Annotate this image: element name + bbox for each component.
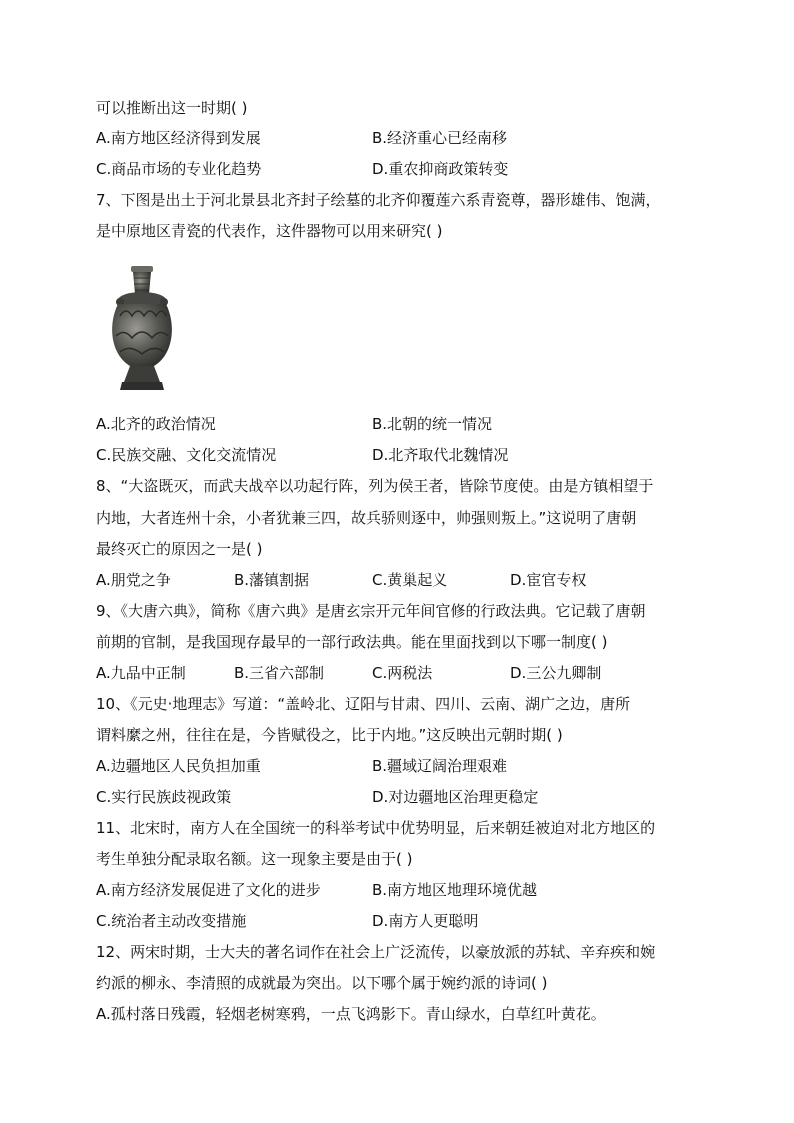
q11-option-c: C.统治者主动改变措施 xyxy=(96,912,247,930)
q11-stem-line-1: 11、北宋时，南方人在全国统一的科举考试中优势明显，后来朝廷被迫对北方地区的 xyxy=(96,819,656,837)
q10-stem-line-1: 10、《元史·地理志》写道：“盖岭北、辽阳与甘肃、四川、云南、湖广之边，唐所 xyxy=(96,695,631,713)
q7-option-a: A.北齐的政治情况 xyxy=(96,415,216,433)
q8-option-c: C.黄巢起义 xyxy=(372,571,448,589)
q10-option-a: A.边疆地区人民负担加重 xyxy=(96,757,261,775)
q6-stem-tail: 可以推断出这一时期( ) xyxy=(96,99,248,117)
q8-option-a: A.朋党之争 xyxy=(96,571,171,589)
q6-option-b: B.经济重心已经南移 xyxy=(372,129,508,147)
q8-stem-line-1: 8、“大盗既灭，而武夫战卒以功起行阵，列为侯王者，皆除节度使。由是方镇相望于 xyxy=(96,477,654,495)
q7-stem-line-2: 是中原地区青瓷的代表作，这件器物可以用来研究( ) xyxy=(96,222,443,240)
q11-option-b: B.南方地区地理环境优越 xyxy=(372,881,538,899)
q10-option-b: B.疆域辽阔治理艰难 xyxy=(372,757,508,775)
q9-option-b: B.三省六部制 xyxy=(234,664,325,682)
q12-stem-line-2: 约派的柳永、李清照的成就最为突出。以下哪个属于婉约派的诗词( ) xyxy=(96,974,548,992)
q7-option-d: D.北齐取代北魏情况 xyxy=(372,446,509,464)
q11-stem-line-2: 考生单独分配录取名额。这一现象主要是由于( ) xyxy=(96,850,413,868)
q7-option-c: C.民族交融、文化交流情况 xyxy=(96,446,277,464)
q9-stem-line-1: 9、《大唐六典》，简称《唐六典》是唐玄宗开元年间官修的行政法典。它记载了唐朝 xyxy=(96,602,646,620)
q11-option-d: D.南方人更聪明 xyxy=(372,912,479,930)
q10-option-d: D.对边疆地区治理更稳定 xyxy=(372,788,539,806)
q10-option-c: C.实行民族歧视政策 xyxy=(96,788,232,806)
q9-option-d: D.三公九卿制 xyxy=(510,664,602,682)
q6-option-a: A.南方地区经济得到发展 xyxy=(96,129,261,147)
q7-stem-line-1: 7、下图是出土于河北景县北齐封子绘墓的北齐仰覆莲六系青瓷尊，器形雄伟、饱满， xyxy=(96,191,661,209)
q6-option-c: C.商品市场的专业化趋势 xyxy=(96,160,262,178)
q8-option-b: B.藩镇割据 xyxy=(234,571,310,589)
q9-stem-line-2: 前期的官制，是我国现存最早的一部行政法典。能在里面找到以下哪一制度( ) xyxy=(96,633,608,651)
q11-option-a: A.南方经济发展促进了文化的进步 xyxy=(96,881,321,899)
celadon-zun-image xyxy=(104,262,180,398)
q6-option-d: D.重农抑商政策转变 xyxy=(372,160,509,178)
q8-stem-line-2: 内地，大者连州十余，小者犹兼三四，故兵骄则逐中，帅强则叛上。”这说明了唐朝 xyxy=(96,509,637,527)
q12-stem-line-1: 12、两宋时期，士大夫的著名词作在社会上广泛流传，以豪放派的苏轼、辛弃疾和婉 xyxy=(96,943,656,961)
q12-option-a: A.孤村落日残霞，轻烟老树寒鸦，一点飞鸿影下。青山绿水，白草红叶黄花。 xyxy=(96,1005,606,1023)
q8-option-d: D.宦官专权 xyxy=(510,571,587,589)
q8-stem-line-3: 最终灭亡的原因之一是( ) xyxy=(96,540,263,558)
q10-stem-line-2: 谓料縻之州，往往在是，今皆赋役之，比于内地。”这反映出元朝时期( ) xyxy=(96,726,563,744)
q7-option-b: B.北朝的统一情况 xyxy=(372,415,493,433)
q9-option-a: A.九品中正制 xyxy=(96,664,186,682)
q9-option-c: C.两税法 xyxy=(372,664,433,682)
